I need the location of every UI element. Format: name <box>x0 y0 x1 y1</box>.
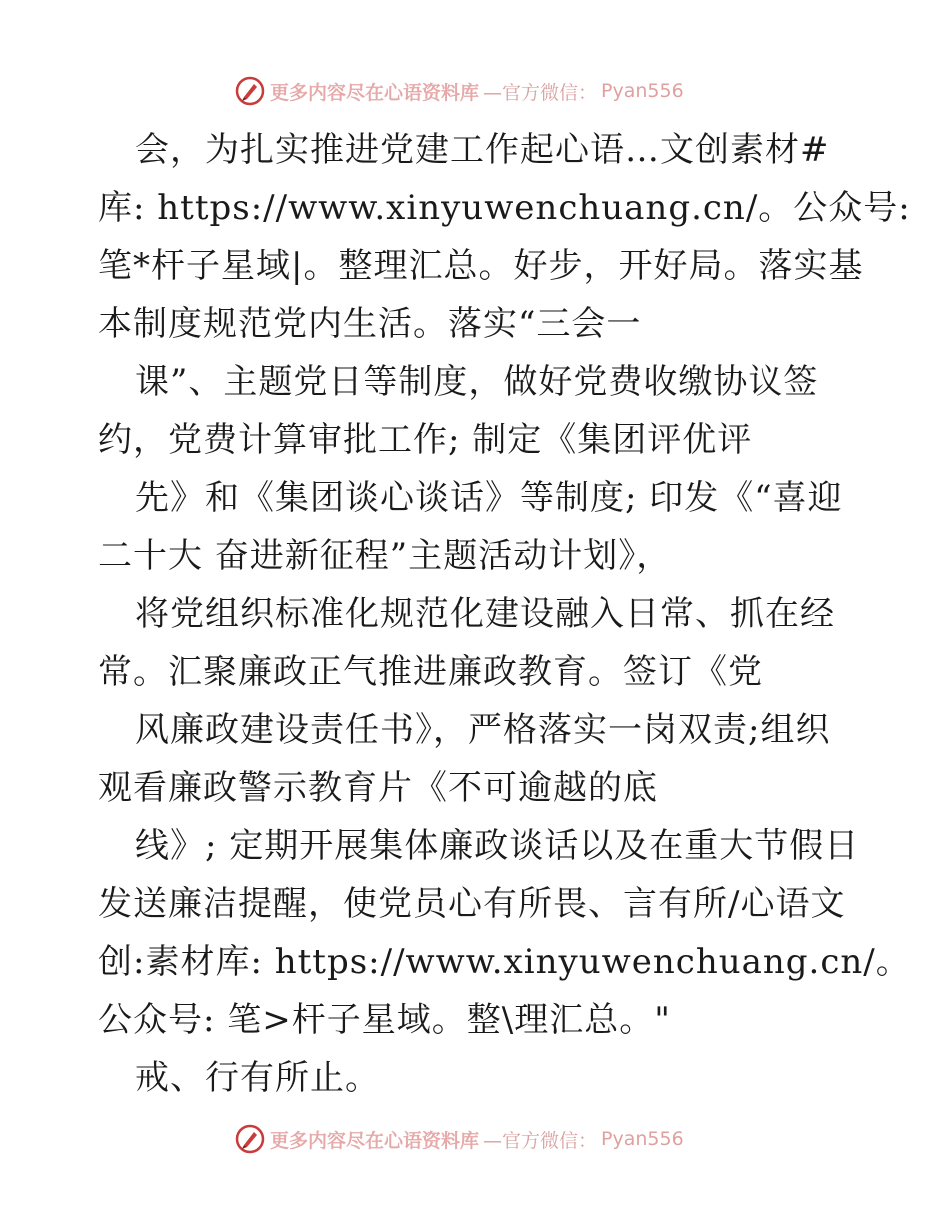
body-line: 创:素材库: https://www.xinyuwenchuang.cn/。 <box>98 942 911 982</box>
watermark-text: 更多内容尽在心语资料库 <box>270 1129 480 1152</box>
body-line: 库: https://www.xinyuwenchuang.cn/。公众号: <box>98 188 911 228</box>
watermark-account: Pyan556 <box>601 80 684 102</box>
watermark-account: Pyan556 <box>601 1128 684 1150</box>
body-line: 公众号: 笔>杆子星域。整\理汇总。" <box>98 1000 671 1040</box>
header-watermark <box>234 74 684 108</box>
body-line: 风廉政建设责任书》，严格落实一岗双责;组织 <box>135 710 831 750</box>
pen-logo-icon <box>234 1123 266 1155</box>
body-line: 笔*杆子星域|。整理汇总。好步，开好局。落实基 <box>98 246 864 286</box>
body-line: 课”、主题党日等制度，做好党费收缴协议签 <box>135 362 819 402</box>
watermark-text: 更多内容尽在心语资料库 <box>270 81 480 104</box>
body-line: 将党组织标准化规范化建设融入日常、抓在经 <box>135 594 835 634</box>
body-line: 常。汇聚廉政正气推进廉政教育。签订《党 <box>98 652 763 692</box>
body-line: 先》和《集团谈心谈话》等制度; 印发《“喜迎 <box>135 478 843 518</box>
body-line: 戒、行有所止。 <box>135 1058 380 1098</box>
body-line: 会，为扎实推进党建工作起心语…文创素材# <box>135 130 830 170</box>
watermark-separator: —官方微信： <box>483 1129 598 1152</box>
footer-watermark <box>234 1122 684 1156</box>
body-line: 观看廉政警示教育片《不可逾越的底 <box>98 768 658 808</box>
body-line: 约，党费计算审批工作; 制定《集团评优评 <box>98 420 753 460</box>
body-line: 本制度规范党内生活。落实“三会一 <box>98 304 642 344</box>
body-line: 发送廉洁提醒，使党员心有所畏、言有所/心语文 <box>98 884 846 924</box>
pen-logo-icon <box>234 75 266 107</box>
body-line: 二十大 奋进新征程”主题活动计划》， <box>98 536 672 576</box>
body-line: 线》; 定期开展集体廉政谈话以及在重大节假日 <box>135 826 860 866</box>
watermark-separator: —官方微信： <box>483 81 598 104</box>
